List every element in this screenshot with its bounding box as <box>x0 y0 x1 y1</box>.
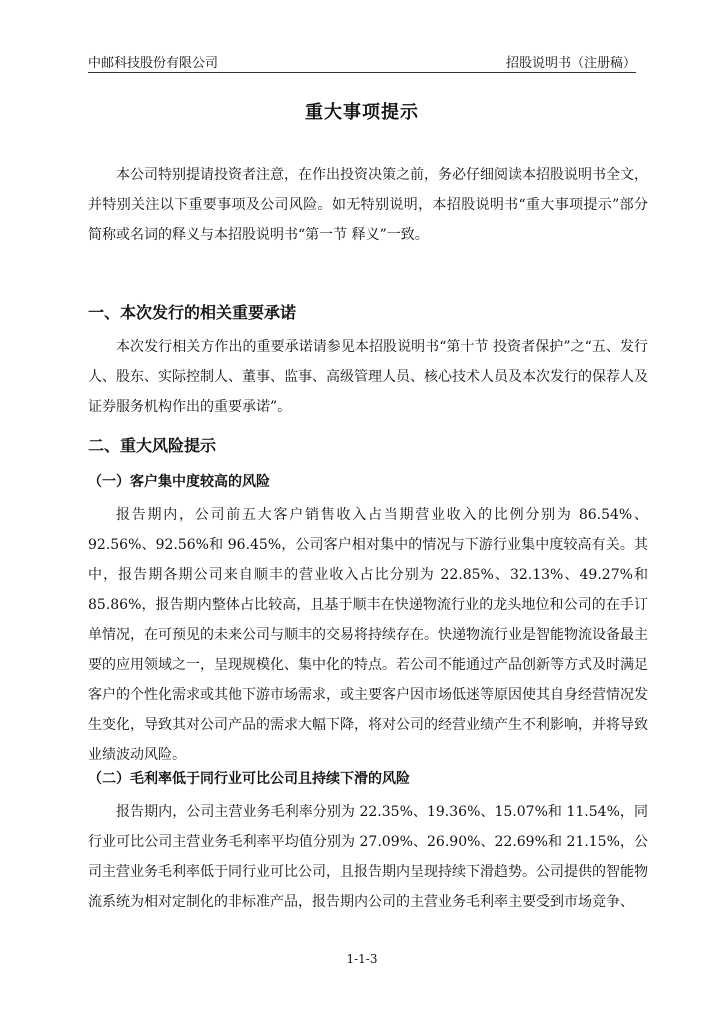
section1-paragraph: 本次发行相关方作出的重要承诺请参见本招股说明书“第十节 投资者保护”之“五、发行人、股东、实际控制人、董事、监事、高级管理人员、核心技术人员及本次发行的保荐人及证券服务机构作出的重要承诺”。 <box>88 339 648 415</box>
section2-heading: 二、重大风险提示 <box>88 436 217 455</box>
page-title: 重大事项提示 <box>305 102 419 123</box>
header-doc-type: 招股说明书（注册稿） <box>505 56 636 71</box>
section2-sub2-heading: （二）毛利率低于同行业可比公司且持续下滑的风险 <box>88 771 410 787</box>
section2-sub1-heading: （一）客户集中度较高的风险 <box>88 474 270 490</box>
page-number: 1-1-3 <box>346 952 378 966</box>
header-company: 中邮科技股份有限公司 <box>88 56 219 71</box>
page-header <box>88 50 636 73</box>
intro-paragraph: 本公司特别提请投资者注意，在作出投资决策之前，务必仔细阅读本招股说明书全文，并特别关注以下重要事项及公司风险。如无特别说明，本招股说明书“重大事项提示”部分简称或名词的释义与本招股说明书“第一节 释义”一致。 <box>88 167 648 243</box>
section1-heading: 一、本次发行的相关重要承诺 <box>88 303 297 322</box>
section2-sub2-paragraph: 报告期内，公司主营业务毛利率分别为 22.35%、19.36%、15.07%和 11.54%，同行业可比公司主营业务毛利率平均值分别为 27.09%、26.90%、22.69%和 21.15%，公司主营业务毛利率低于同行业可比公司，且报告期内呈现持续下滑趋势。公司提供的智能物流系统为相对定制化的非标准产品，报告期内公司的主营业务毛利率主要受到市场竞争、 <box>88 804 648 910</box>
section2-sub1-paragraph: 报告期内，公司前五大客户销售收入占当期营业收入的比例分别为 86.54%、92.56%、92.56%和 96.45%，公司客户相对集中的情况与下游行业集中度较高有关。其中，报告期各期公司来自顺丰的营业收入占比分别为 22.85%、32.13%、49.27%和 85.86%，报告期内整体占比较高，且基于顺丰在快递物流行业的龙头地位和公司的在手订单情况，在可预见的未来公司与顺丰的交易将持续存在。快递物流行业是智能物流设备最主要的应用领域之一，呈现规模化、集中化的特点。若公司不能通过产品创新等方式及时满足客户的个性化需求或其他下游市场需求，或主要客户因市场低迷等原因使其自身经营情况发生变化，导致其对公司产品的需求大幅下降，将对公司的经营业绩产生不利影响，并将导致业绩波动风险。 <box>88 507 648 763</box>
